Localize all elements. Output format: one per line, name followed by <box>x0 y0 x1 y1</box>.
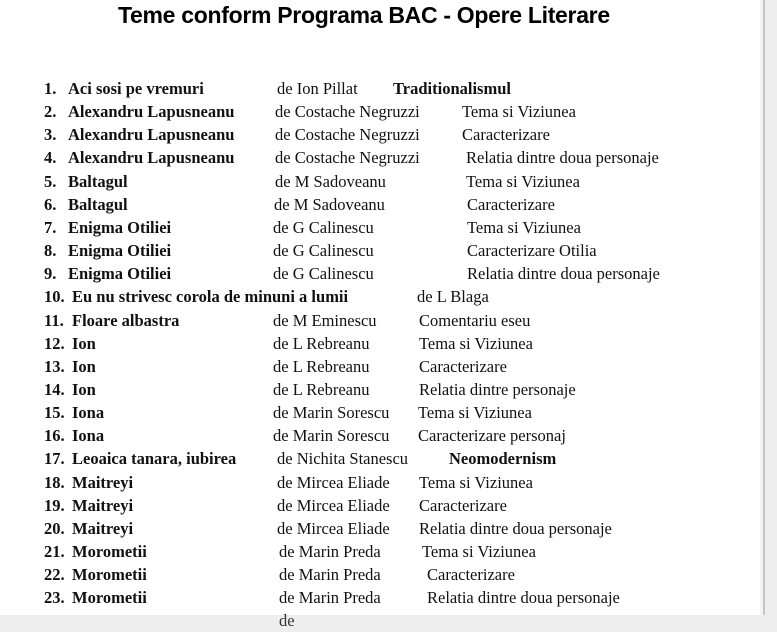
list-item-theme: Caracterizare <box>427 565 515 585</box>
list-item-number: 3. <box>44 125 57 145</box>
list-item-author: de G Calinescu <box>273 217 374 237</box>
list-item-author: de M Sadoveanu <box>275 171 386 191</box>
list-item-theme: Relatia dintre doua personaje <box>467 264 660 284</box>
list-item <box>0 77 763 100</box>
list-item-author: de Costache Negruzzi <box>275 102 420 122</box>
list-item <box>0 170 763 193</box>
list-item-author: de Mircea Eliade <box>277 472 390 492</box>
list-item-number: 18. <box>44 472 65 492</box>
list-item-partial <box>0 609 763 632</box>
list-item-theme: Tema si Viziunea <box>418 403 532 423</box>
list-item-author: de M Eminescu <box>273 310 377 330</box>
list-item <box>0 378 763 401</box>
list-item-theme: Caracterizare personaj <box>418 426 566 446</box>
list-item <box>0 563 763 586</box>
viewer-gutter <box>765 0 777 615</box>
list-item-theme: Tema si Viziunea <box>462 102 576 122</box>
list-item-author: de Costache Negruzzi <box>275 148 420 168</box>
list-item-work-title: Leoaica tanara, iubirea <box>72 449 237 469</box>
list-item-work-title: Maitreyi <box>72 518 134 538</box>
list-item-work-title: Eu nu strivesc corola de minuni a lumii <box>72 287 349 307</box>
list-item-number: 14. <box>44 379 65 399</box>
document-title: Teme conform Programa BAC - Opere Literare <box>118 2 610 28</box>
list-item-work-title: Aci sosi pe vremuri <box>68 79 204 98</box>
list-item-work-title: Baltagul <box>68 171 128 191</box>
list-item-author: de L Rebreanu <box>273 333 370 353</box>
list-item-author: de Marin Preda <box>279 588 381 608</box>
list-item-work-title: Alexandru Lapusneanu <box>68 125 235 145</box>
list-item-work-title: Maitreyi <box>72 495 134 515</box>
list-item <box>0 262 763 285</box>
list-item-number: 11. <box>44 310 64 330</box>
list-item <box>0 123 763 146</box>
list-item-theme: Comentariu eseu <box>419 310 531 330</box>
list-item-theme: Caracterizare <box>462 125 550 145</box>
list-item-author: de Nichita Stanescu <box>277 449 409 469</box>
list-item <box>0 401 763 424</box>
list-item-work-title: Enigma Otiliei <box>68 217 172 237</box>
list-item-work-title: Alexandru Lapusneanu <box>68 148 235 168</box>
list-item-theme: Traditionalismul <box>393 79 511 98</box>
list-item-number: 16. <box>44 426 65 446</box>
list-item-work-title: Ion <box>72 356 96 376</box>
list-item <box>0 332 763 355</box>
list-item-theme: Caracterizare <box>419 495 507 515</box>
list-item-theme: Tema si Viziunea <box>422 542 536 561</box>
list-item <box>0 471 763 494</box>
list-item <box>0 216 763 239</box>
list-item-theme: Relatia dintre doua personaje <box>427 588 620 608</box>
list-item-number: 13. <box>44 356 65 376</box>
list-item-author: de L Rebreanu <box>273 379 370 399</box>
list-item <box>0 193 763 216</box>
list-item-author: de L Blaga <box>417 287 489 307</box>
list-item <box>0 100 763 123</box>
list-item-number: 1. <box>44 79 57 98</box>
list-item <box>0 540 763 563</box>
list-item <box>0 355 763 378</box>
list-item-number: 15. <box>44 403 65 423</box>
list-item-theme: Tema si Viziunea <box>419 472 533 492</box>
list-item <box>0 517 763 540</box>
list-item-author: de Marin Sorescu <box>273 426 390 446</box>
list-item-theme: Relatia dintre personaje <box>419 379 576 399</box>
list-item-number: 21. <box>44 542 65 561</box>
list-item-work-title: Iona <box>72 426 105 446</box>
list-item <box>0 447 763 470</box>
list-item-work-title: Floare albastra <box>72 310 180 330</box>
list-item <box>0 424 763 447</box>
list-item-number: 20. <box>44 518 65 538</box>
list-item-number: 17. <box>44 449 65 469</box>
list-item-work-title: Morometii <box>72 588 147 608</box>
list-item-work-title: Alexandru Lapusneanu <box>68 102 235 122</box>
list-item-number: 5. <box>44 171 57 191</box>
list-item-work-title: Ion <box>72 333 96 353</box>
list-item-theme: Tema si Viziunea <box>467 217 581 237</box>
list-item-author: de Mircea Eliade <box>277 495 390 515</box>
list-item-theme: Caracterizare <box>419 356 507 376</box>
list-item-work-title: Maitreyi <box>72 472 134 492</box>
list-item-number: 23. <box>44 588 65 608</box>
list-item <box>0 239 763 262</box>
list-item-number: 7. <box>44 217 57 237</box>
list-item-author: de G Calinescu <box>273 241 374 261</box>
list-item-author: de Marin Preda <box>279 565 381 585</box>
list-item-author: de Marin Sorescu <box>273 403 390 423</box>
list-item-author: de Ion Pillat <box>277 79 358 98</box>
list-item-number: 12. <box>44 333 65 353</box>
list-item-author: de Mircea Eliade <box>277 518 390 538</box>
list-item <box>0 309 763 332</box>
list-item-author: de Costache Negruzzi <box>275 125 420 145</box>
list-item <box>0 586 763 609</box>
list-item <box>0 146 763 169</box>
list-item-author: de M Sadoveanu <box>274 194 385 214</box>
list-item-work-title: Iona <box>72 403 105 423</box>
list-item-theme: Caracterizare <box>467 194 555 214</box>
list-item-number: 6. <box>44 194 57 214</box>
list-item-number: 8. <box>44 241 57 261</box>
list-item-number: 10. <box>44 287 65 307</box>
list-item-number: 2. <box>44 102 57 122</box>
list-item-number: 4. <box>44 148 57 168</box>
list-item-theme: Tema si Viziunea <box>419 333 533 353</box>
list-item-number: 9. <box>44 264 57 284</box>
list-item-theme: Neomodernism <box>449 449 557 469</box>
list-item <box>0 285 763 308</box>
list-item-theme: Caracterizare Otilia <box>467 241 597 261</box>
list-item-author: de L Rebreanu <box>273 356 370 376</box>
list-item-author: de G Calinescu <box>273 264 374 284</box>
list-item-work-title: Baltagul <box>68 194 128 214</box>
list-item-theme: Tema si Viziunea <box>466 171 580 191</box>
list-item-work-title: Enigma Otiliei <box>68 264 172 284</box>
list-item-number: 19. <box>44 495 65 515</box>
list-item-author-partial: de <box>279 611 295 630</box>
list-item-theme: Relatia dintre doua personaje <box>419 518 612 538</box>
list-item <box>0 494 763 517</box>
list-item-work-title: Morometii <box>72 565 147 585</box>
list-item-work-title: Morometii <box>72 542 147 561</box>
list-item-number: 22. <box>44 565 65 585</box>
list-item-author: de Marin Preda <box>279 542 381 561</box>
list-item-work-title: Enigma Otiliei <box>68 241 172 261</box>
list-item-work-title: Ion <box>72 379 96 399</box>
list-item-theme: Relatia dintre doua personaje <box>466 148 659 168</box>
